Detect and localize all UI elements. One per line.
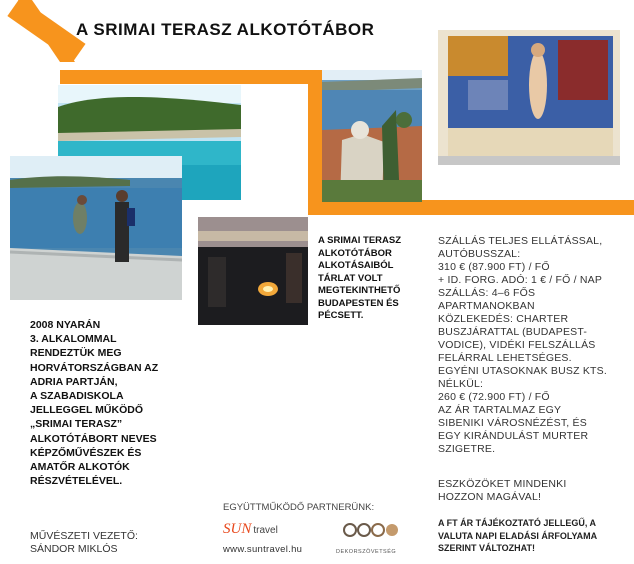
dekor-logo (336, 518, 416, 560)
tools-note: ESZKÖZÖKET MINDENKI HOZZON MAGÁVAL! (438, 478, 567, 503)
suntravel-url[interactable]: www.suntravel.hu (223, 544, 303, 555)
dekor-name: DEKORSZÖVETSÉG (336, 549, 397, 555)
photo-people-shore (10, 156, 182, 300)
page-title: A SRIMAI TERASZ ALKOTÓTÁBOR (76, 20, 375, 39)
intro-text: 2008 NYARÁN 3. ALKALOMMAL RENDEZTÜK MEG HORVÁTORSZÁGBAN AZ ADRIA PARTJÁN, A SZABADISKOLA JELLEGGEL MŰKÖDŐ „SRIMAI TERASZ” ALKOTÓTÁBORT NEVES KÉPZŐMŰVÉSZEK ÉS AMATŐR ALKOTÓK RÉSZVÉTELÉVEL. (30, 319, 159, 488)
partners-heading: EGYÜTTMŰKÖDŐ PARTNERÜNK: (223, 502, 375, 513)
photo-painting (438, 30, 620, 165)
photo-town-cathedral (322, 70, 422, 202)
photo-evening-terrace (198, 217, 308, 325)
price-info: SZÁLLÁS TELJES ELLÁTÁSSAL, AUTÓBUSSZAL: 310 € (87.900 FT) / FŐ + ID. FORG. ADÓ: 1 € / FŐ / NAP SZÁLLÁS: 4–6 FŐS APARTMANOKBAN KÖZLEKEDÉS: CHARTER BUSZJÁRATTAL (BUDAPEST- VODICE), VIDÉKI FELSZÁLLÁS FELÁRRAL LEHETSÉGES. EGYÉNI UTASOKNAK BUSZ KTS. NÉLKÜL: 260 € (72.900 FT) / FŐ AZ ÁR TARTALMAZ EGY SIBENIKI VÁROSNÉZÉST, ÉS EGY KIRÁNDULÁST MURTER SZIGETRE. (438, 235, 607, 455)
sun-logo-text: SUN (223, 521, 252, 537)
dekor-ornament-icon (336, 518, 416, 542)
exhibition-caption: A SRIMAI TERASZ ALKOTÓTÁBOR ALKOTÁSAIBÓL TÁRLAT VOLT MEGTEKINTHETŐ BUDAPESTEN ÉS PÉCSETT. (318, 235, 402, 321)
suntravel-logo[interactable] (223, 520, 278, 538)
travel-logo-text: travel (253, 525, 278, 536)
art-director: MŰVÉSZETI VEZETŐ: SÁNDOR MIKLÓS (30, 530, 138, 555)
currency-note: A FT ÁR TÁJÉKOZTATÓ JELLEGŰ, A VALUTA NAPI ELADÁSI ÁRFOLYAMA SZERINT VÁLTOZHAT! (438, 518, 598, 553)
